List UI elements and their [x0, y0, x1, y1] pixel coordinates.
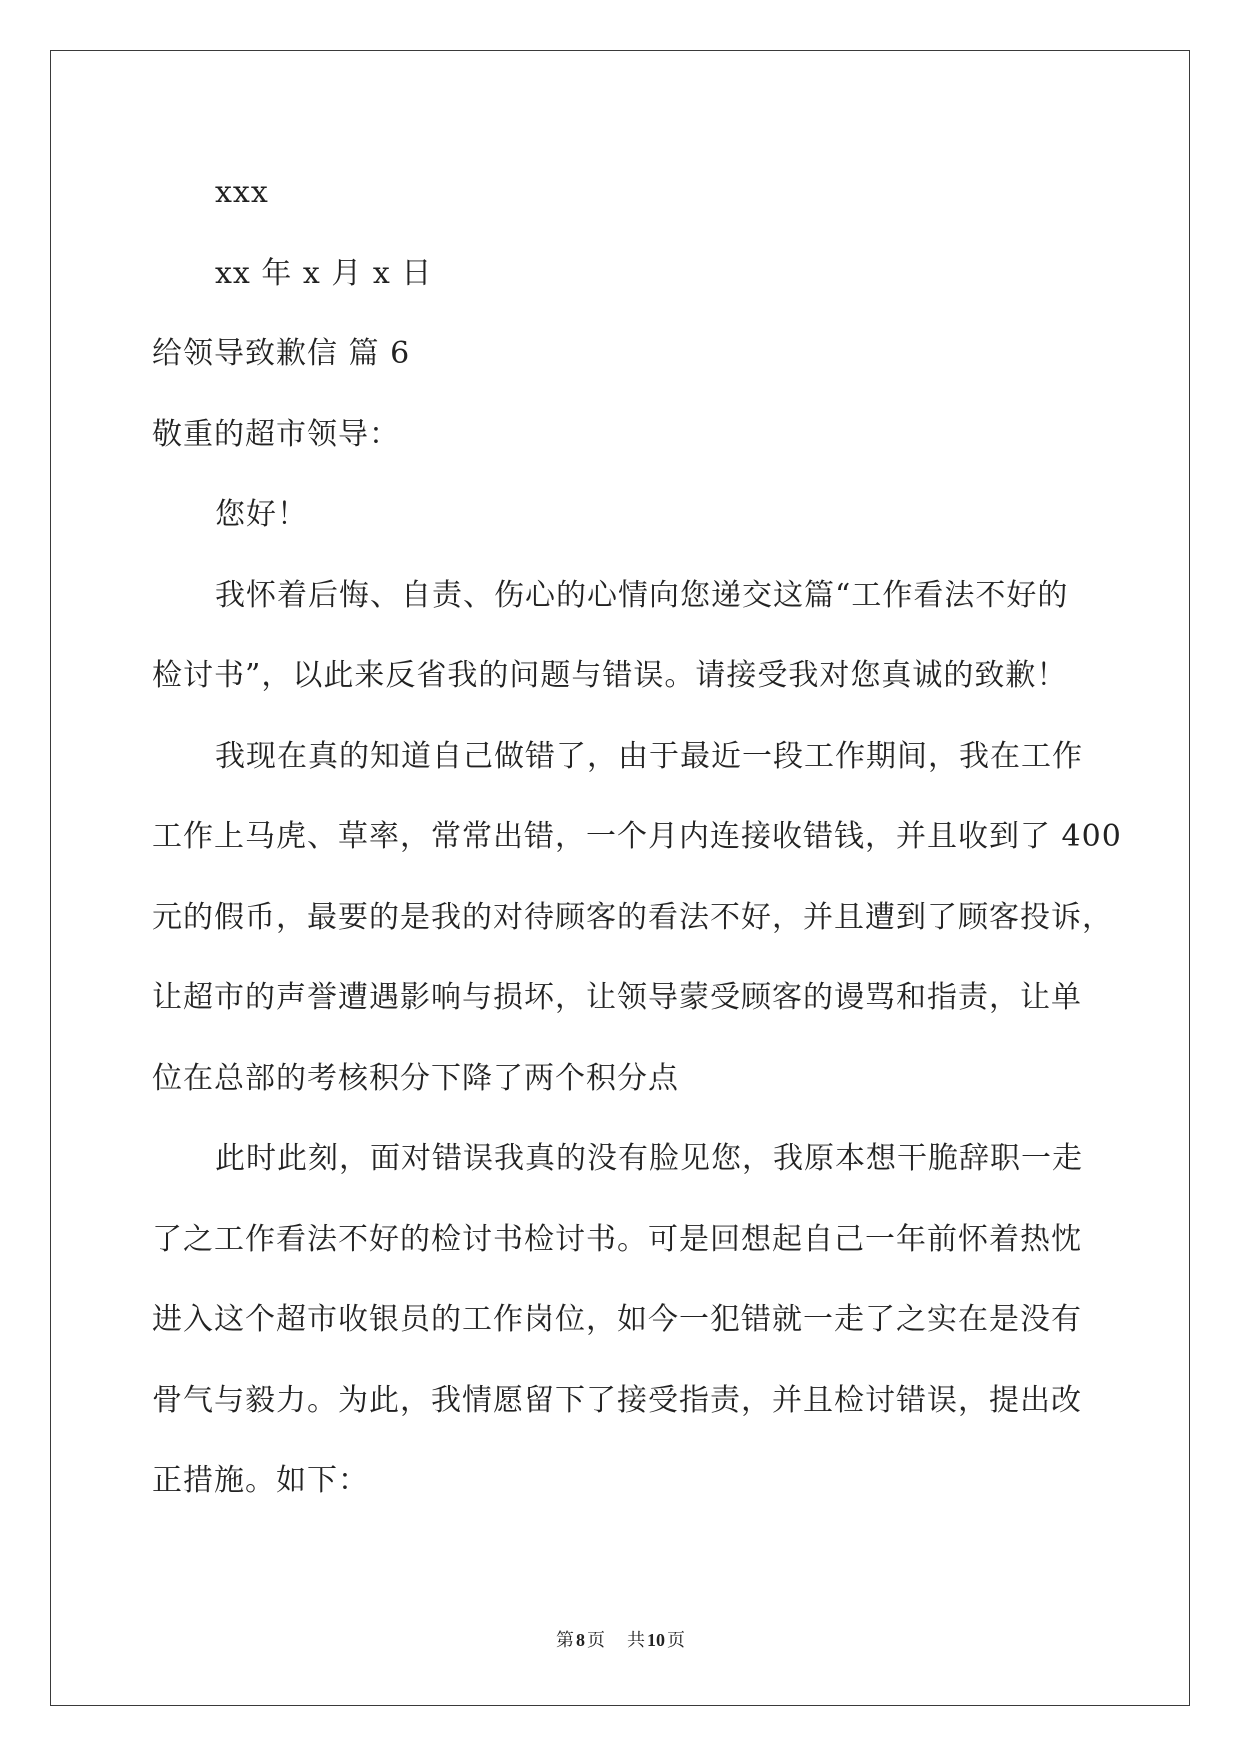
body-line: 位在总部的考核积分下降了两个积分点	[152, 1060, 679, 1096]
total-suffix: 页	[667, 1630, 685, 1651]
body-line: 正措施。如下：	[152, 1463, 369, 1498]
total-pages-number: 10	[647, 1630, 665, 1650]
greeting: 您好！	[215, 497, 308, 532]
signature-name: xxx	[215, 175, 269, 210]
body-line: 我怀着后悔、自责、伤心的心情向您递交这篇“工作看法不好的	[215, 577, 1069, 613]
body-line: 让超市的声誉遭遇影响与损坏，让领导蒙受顾客的谩骂和指责，让单	[152, 980, 1082, 1015]
body-line: 我现在真的知道自己做错了，由于最近一段工作期间，我在工作	[215, 738, 1083, 774]
body-line: 工作上马虎、草率，常常出错，一个月内连接收错钱，并且收到了 400	[152, 819, 1122, 854]
body-line: 元的假币，最要的是我的对待顾客的看法不好，并且遭到了顾客投诉，	[152, 899, 1113, 935]
body-line: 了之工作看法不好的检讨书检讨书。可是回想起自己一年前怀着热忱	[152, 1221, 1082, 1257]
page-footer	[0, 1626, 1241, 1655]
salutation: 敬重的超市领导：	[152, 416, 400, 452]
current-page-number: 8	[576, 1630, 585, 1650]
section-title: 给领导致歉信 篇 6	[152, 336, 411, 371]
document-body	[152, 153, 1172, 1522]
body-line: 骨气与毅力。为此，我情愿留下了接受指责，并且检讨错误，提出改	[152, 1382, 1082, 1418]
page-prefix: 第	[556, 1630, 574, 1651]
date-line: xx 年 x 月 x 日	[215, 255, 433, 291]
body-line: 进入这个超市收银员的工作岗位，如今一犯错就一走了之实在是没有	[152, 1302, 1082, 1337]
body-line: 此时此刻，面对错误我真的没有脸见您，我原本想干脆辞职一走	[215, 1141, 1083, 1176]
page-suffix: 页	[587, 1630, 605, 1651]
total-prefix: 共	[627, 1630, 645, 1651]
body-line: 检讨书”，以此来反省我的问题与错误。请接受我对您真诚的致歉！	[152, 658, 1068, 693]
